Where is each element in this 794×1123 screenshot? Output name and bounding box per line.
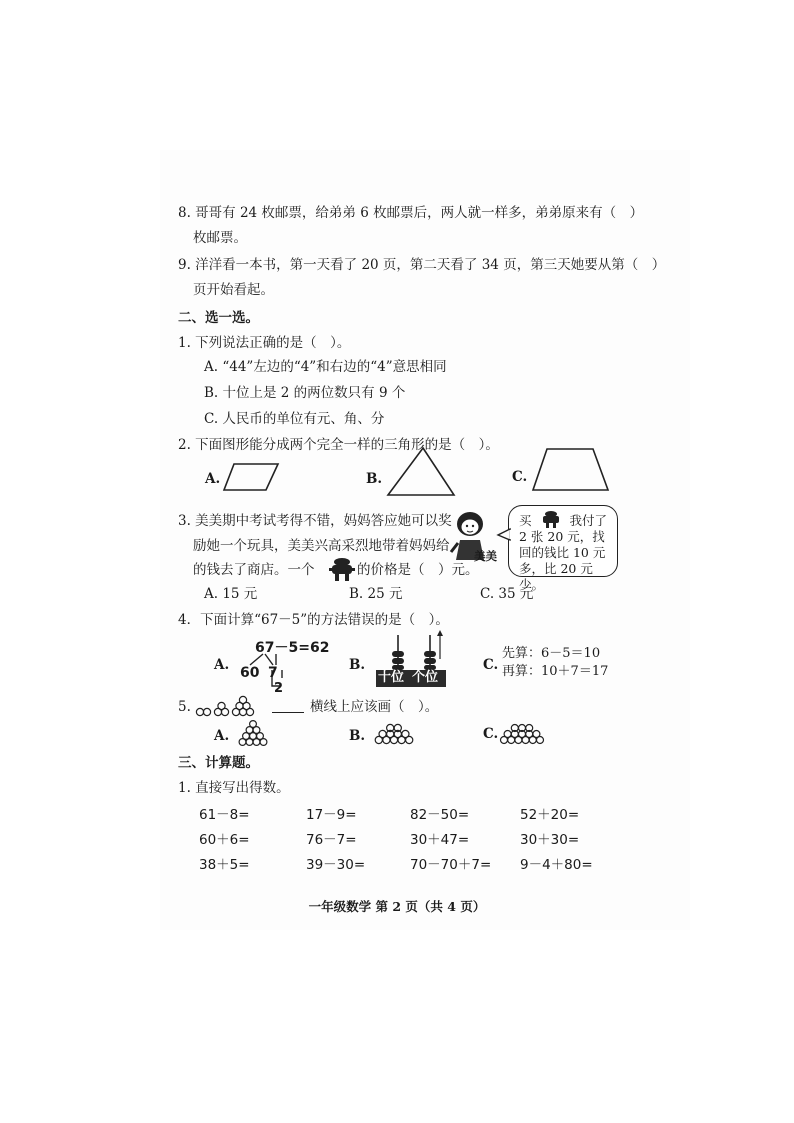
c1-option-b: B. 十位上是 2 的两位数只有 9 个 xyxy=(204,385,406,401)
c4-option-b-label: B. xyxy=(349,657,366,673)
c4-a-60: 60 xyxy=(240,665,260,681)
calc-item: 52＋20= xyxy=(520,807,580,823)
calc-item: 39－30= xyxy=(306,857,366,873)
page-footer: 一年级数学 第 2 页（共 4 页） xyxy=(308,899,486,914)
c1-option-c: C. 人民币的单位有元、角、分 xyxy=(204,411,385,427)
c5-stem-num: 5. xyxy=(178,699,191,715)
section3-title: 三、计算题。 xyxy=(178,755,259,771)
c4-a-2: 2 xyxy=(274,681,284,696)
c5-option-c-label: C. xyxy=(483,726,499,742)
parallelogram-shape xyxy=(222,462,282,494)
bubble-text-post: 我付了 2 张 20 元，找回的钱比 10 元多，比 20 元少。 xyxy=(519,513,607,592)
q8-line1: 8. 哥哥有 24 枚邮票，给弟弟 6 枚邮票后，两人就一样多，弟弟原来有（ ） xyxy=(178,205,644,221)
toy-robot-icon xyxy=(327,557,357,583)
calc-item: 60＋6= xyxy=(199,832,250,848)
ball-sequence xyxy=(196,694,272,718)
c4-a-equation: 67－5=62 xyxy=(255,640,330,656)
ball xyxy=(196,708,203,715)
c4-c-line1: 先算：6－5＝10 xyxy=(502,646,601,661)
ball-triangle-c xyxy=(501,716,543,746)
c1-option-a: A. “44”左边的“4”和右边的“4”意思相同 xyxy=(204,359,447,375)
c4-a-7: 7 xyxy=(268,665,278,681)
bubble-pointer xyxy=(496,528,512,542)
calc-item: 30＋30= xyxy=(520,832,580,848)
calc-stem: 1. 直接写出得数。 xyxy=(178,780,290,796)
c2-stem: 2. 下面图形能分成两个完全一样的三角形的是（ ）。 xyxy=(178,437,499,453)
abacus-icon xyxy=(372,629,452,673)
c3-option-c: C. 35 元 xyxy=(480,586,534,602)
toy-robot-small-icon xyxy=(540,510,562,528)
c2-option-a-label: A. xyxy=(205,471,221,487)
ball-triangle-b xyxy=(374,718,414,746)
q9-line1: 9. 洋洋看一本书，第一天看了 20 页，第二天看了 34 页，第三天她要从第（ ） xyxy=(178,257,666,273)
ball xyxy=(203,708,210,715)
c5-option-a-label: A. xyxy=(214,728,230,744)
c4-option-a-label: A. xyxy=(214,657,230,673)
ball xyxy=(402,730,409,737)
c3-line2: 励她一个玩具，美美兴高采烈地带着妈妈给 xyxy=(193,538,450,554)
ball xyxy=(239,696,246,703)
calc-item: 38＋5= xyxy=(199,857,250,873)
c4-c-line2: 再算：10＋7＝17 xyxy=(502,664,609,679)
c3-option-b: B. 25 元 xyxy=(349,586,403,602)
calc-item: 76－7= xyxy=(306,832,357,848)
ball-triangle-a xyxy=(238,716,268,746)
bubble-text-pre: 买 xyxy=(519,513,532,528)
section2-title: 二、选一选。 xyxy=(178,310,259,326)
girl-name: 美美 xyxy=(474,549,497,563)
speech-bubble xyxy=(508,505,618,592)
ball xyxy=(218,702,225,709)
c3-option-a: A. 15 元 xyxy=(204,586,258,602)
c3-line3b: 的价格是（ ）元。 xyxy=(357,562,479,578)
trapezoid-shape xyxy=(530,446,612,494)
q8-line2: 枚邮票。 xyxy=(193,230,247,246)
c5-option-b-label: B. xyxy=(349,728,366,744)
calc-item: 9－4＋80= xyxy=(520,857,593,873)
c3-line1: 3. 美美期中考试考得不错，妈妈答应她可以奖 xyxy=(178,513,452,529)
calc-item: 30＋47= xyxy=(410,832,470,848)
c5-stem-tail: 横线上应该画（ ）。 xyxy=(310,699,439,715)
bubble-text xyxy=(519,510,613,593)
abacus-ones-label: 个位 xyxy=(412,670,439,685)
c3-line3a: 的钱去了商店。一个 xyxy=(193,562,315,578)
calc-item: 70－70＋7= xyxy=(410,857,492,873)
c2-option-c-label: C. xyxy=(512,469,528,485)
q9-line2: 页开始看起。 xyxy=(193,282,274,298)
ball xyxy=(533,731,540,738)
c2-option-b-label: B. xyxy=(366,471,383,487)
answer-blank xyxy=(272,712,304,713)
ball xyxy=(504,731,511,738)
c4-option-c-label: C. xyxy=(483,657,499,673)
calc-item: 17－9= xyxy=(306,807,357,823)
calc-item: 82－50= xyxy=(410,807,470,823)
triangle-shape xyxy=(385,445,457,499)
ball xyxy=(250,721,257,728)
calc-item: 61－8= xyxy=(199,807,250,823)
abacus-tens-label: 十位 xyxy=(378,670,405,685)
c1-stem: 1. 下列说法正确的是（ ）。 xyxy=(178,335,351,351)
ball xyxy=(379,730,386,737)
c4-stem: 4．下面计算“67－5”的方法错误的是（ ）。 xyxy=(178,612,449,628)
